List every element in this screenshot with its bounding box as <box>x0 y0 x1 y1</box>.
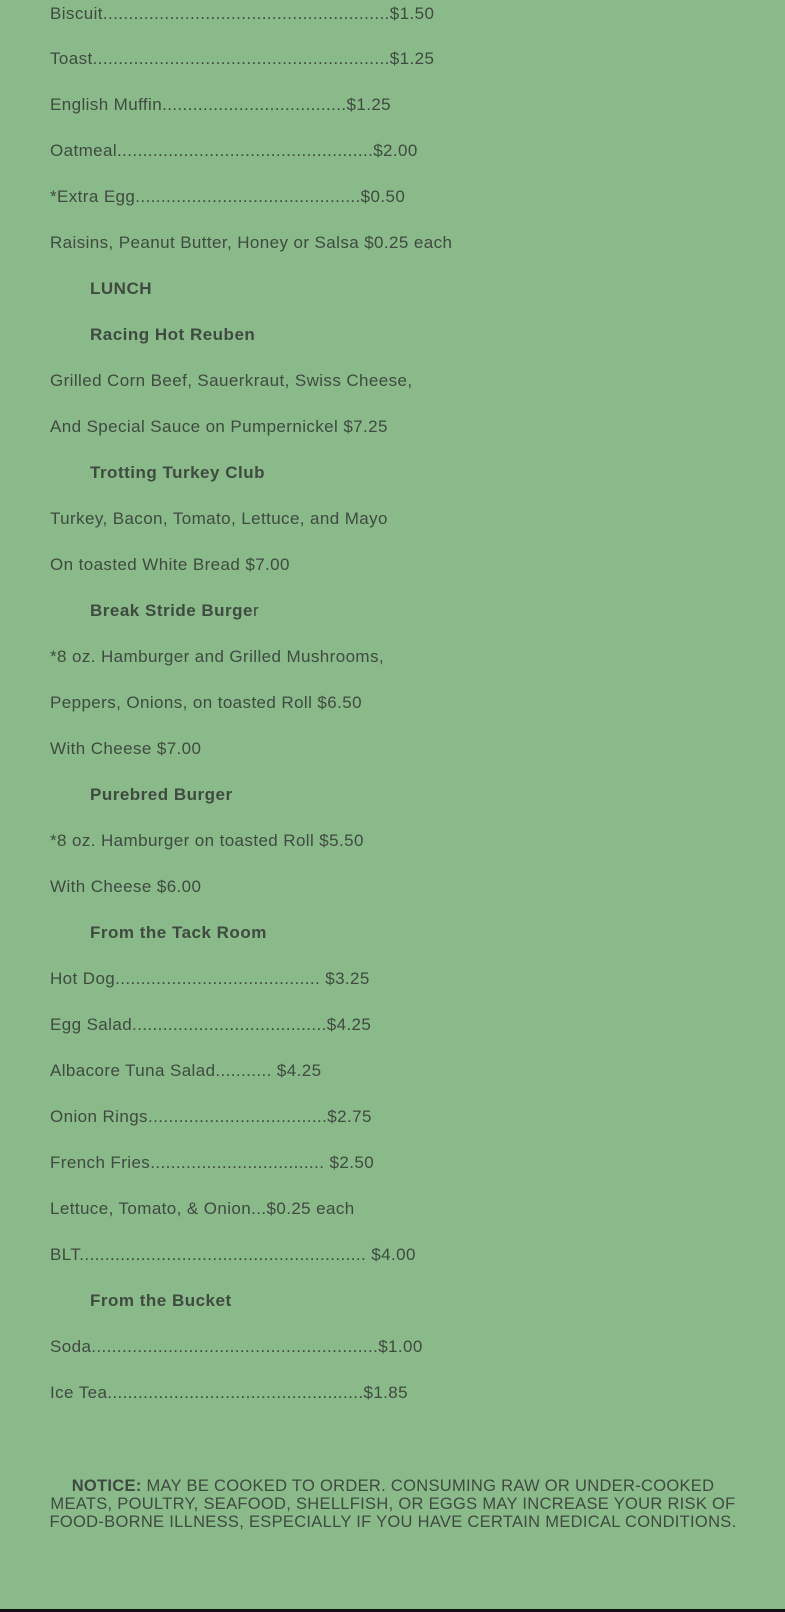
menu-item-english-muffin: English Muffin....................................$1.25 <box>50 95 392 114</box>
menu-item-ice-tea: Ice Tea..................................................$1.85 <box>50 1383 409 1402</box>
menu-item-lto: Lettuce, Tomato, & Onion...$0.25 each <box>50 1199 355 1218</box>
health-notice <box>48 1477 738 1531</box>
item-desc-turkey-club-1: Turkey, Bacon, Tomato, Lettuce, and Mayo <box>50 509 388 528</box>
item-desc-turkey-club-2: On toasted White Bread $7.00 <box>50 555 290 574</box>
menu-item-hot-dog: Hot Dog........................................ $3.25 <box>50 969 370 988</box>
menu-item-addons: Raisins, Peanut Butter, Honey or Salsa $0.25 each <box>50 233 453 252</box>
menu-item-soda: Soda........................................................$1.00 <box>50 1337 423 1356</box>
item-desc-break-stride-2: Peppers, Onions, on toasted Roll $6.50 <box>50 693 362 712</box>
item-title-purebred-burger: Purebred Burger <box>90 785 233 804</box>
notice-label: NOTICE: <box>71 1477 142 1495</box>
menu-item-toast: Toast..........................................................$1.25 <box>50 49 435 68</box>
item-desc-purebred-1: *8 oz. Hamburger on toasted Roll $5.50 <box>50 831 364 850</box>
item-desc-reuben-1: Grilled Corn Beef, Sauerkraut, Swiss Cheese, <box>50 371 413 390</box>
notice-text: MAY BE COOKED TO ORDER. CONSUMING RAW OR UNDER-COOKED MEATS, POULTRY, SEAFOOD, SHELLFISH, OR EGGS MAY INCREASE YOUR RISK OF FOOD-BORNE ILLNESS, ESPECIALLY IF YOU HAVE CERTAIN MEDICAL CONDITIONS. <box>49 1477 737 1531</box>
section-heading-lunch: LUNCH <box>90 279 152 298</box>
menu-item-extra-egg: *Extra Egg............................................$0.50 <box>50 187 406 206</box>
menu-item-biscuit: Biscuit........................................................$1.50 <box>50 4 435 23</box>
menu-item-onion-rings: Onion Rings...................................$2.75 <box>50 1107 372 1126</box>
item-desc-break-stride-1: *8 oz. Hamburger and Grilled Mushrooms, <box>50 647 385 666</box>
section-heading-tack-room: From the Tack Room <box>90 923 267 942</box>
menu-item-blt: BLT........................................................ $4.00 <box>50 1245 416 1264</box>
menu-item-oatmeal: Oatmeal..................................................$2.00 <box>50 141 418 160</box>
item-title-turkey-club: Trotting Turkey Club <box>90 463 265 482</box>
item-title-reuben: Racing Hot Reuben <box>90 325 256 344</box>
title-tail: r <box>253 601 260 620</box>
item-desc-break-stride-3: With Cheese $7.00 <box>50 739 202 758</box>
item-desc-purebred-2: With Cheese $6.00 <box>50 877 202 896</box>
menu-item-french-fries: French Fries.................................. $2.50 <box>50 1153 375 1172</box>
menu-item-egg-salad: Egg Salad......................................$4.25 <box>50 1015 372 1034</box>
menu-item-tuna-salad: Albacore Tuna Salad........... $4.25 <box>50 1061 322 1080</box>
item-title-break-stride-burger <box>90 600 259 622</box>
title-main: Break Stride Burge <box>90 601 253 620</box>
item-desc-reuben-2: And Special Sauce on Pumpernickel $7.25 <box>50 417 388 436</box>
section-heading-bucket: From the Bucket <box>90 1291 232 1310</box>
